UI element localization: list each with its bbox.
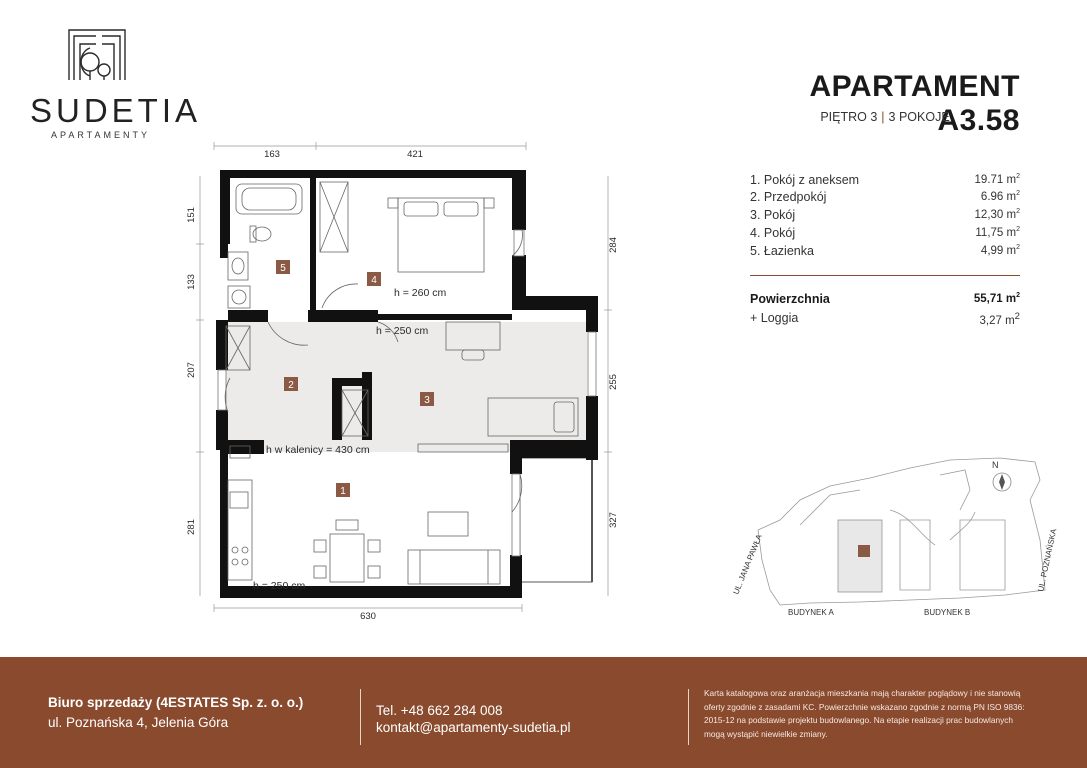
- room-row: 5. Łazienka 4,99 $m^2$: [750, 244, 1020, 258]
- total-label: Powierzchnia: [750, 292, 830, 306]
- room-label: 3. Pokój: [750, 208, 796, 222]
- room-number: 5: [280, 263, 286, 274]
- office-address: ul. Poznańska 4, Jelenia Góra: [48, 715, 229, 730]
- office-title: Biuro sprzedaży (4ESTATES Sp. z. o. o.): [48, 695, 304, 710]
- dimension-label: 133: [186, 274, 197, 290]
- brand-name: SUDETIA: [30, 92, 202, 129]
- footer-divider: [360, 689, 361, 745]
- room-label: 4. Pokój: [750, 226, 796, 240]
- room-number: 2: [288, 380, 294, 391]
- room-area: 11,75 m: [975, 226, 1017, 239]
- dimension-label: 421: [407, 149, 423, 160]
- room-row: 4. Pokój 11,75 $m^2$: [750, 226, 1020, 240]
- room-number: 1: [340, 486, 346, 497]
- building-a-label: BUDYNEK A: [788, 608, 834, 617]
- sudetia-logo-icon: [66, 28, 128, 82]
- height-label-room3: h = 250 cm: [376, 325, 429, 337]
- dimension-label: 151: [186, 207, 197, 223]
- total-area: 55,71 m: [973, 292, 1017, 305]
- room-area: 12,30 m: [974, 208, 1017, 221]
- street-label-right: UL. POZNAŃSKA: [1036, 527, 1059, 593]
- room-label: 5. Łazienka: [750, 244, 814, 258]
- dimension-label: 327: [608, 512, 619, 528]
- room-row: 1. Pokój z aneksem 19.71 $m^2$: [750, 173, 1020, 187]
- dimension-label: 284: [608, 237, 619, 253]
- dimension-label: 207: [186, 362, 197, 378]
- email-link[interactable]: kontakt@apartamenty-sudetia.pl: [376, 720, 571, 735]
- room-number: 4: [371, 275, 377, 286]
- room-area: 6.96 m: [980, 190, 1017, 203]
- apartment-title: APARTAMENT A3.58: [809, 70, 1020, 137]
- room-number: 3: [424, 395, 430, 406]
- footer: [0, 657, 1087, 768]
- loggia-label: + Loggia: [750, 311, 799, 325]
- building-b-label: BUDYNEK B: [924, 608, 971, 617]
- disclaimer-text: Karta katalogowa oraz aranżacja mieszkania mają charakter poglądowy i nie stanowią oferty zgodnie z zasadami KC. Powierzchnie wskazano zgodnie z normą PN ISO 9836: 2015-12 na podstawie projektu budowlanego. Na etapie realizacji prac budowlanych mogą wystąpić niewielkie zmiany.: [704, 688, 1025, 739]
- height-label-kalenica: h w kalenicy = 430 cm: [266, 444, 370, 456]
- room-label: 1. Pokój z aneksem: [750, 173, 860, 187]
- height-label-room1: h = 250 cm: [253, 580, 306, 592]
- site-map: [725, 450, 1059, 625]
- dimension-label: 163: [264, 149, 280, 160]
- footer-divider: [688, 689, 689, 745]
- table-divider: [750, 275, 1020, 276]
- loggia-area: 3,27 m: [979, 314, 1015, 327]
- phone-link[interactable]: Tel. +48 662 284 008: [376, 703, 503, 718]
- room-row: 3. Pokój 12,30 $m^2$: [750, 208, 1020, 222]
- total-area-row: Powierzchnia 55,71 $m^2$: [750, 292, 1020, 306]
- north-label: N: [992, 460, 999, 470]
- room-row: 2. Przedpokój 6.96 $m^2$: [750, 190, 1020, 204]
- apartment-location-marker: [858, 545, 870, 557]
- rooms-count: 3 POKOJE: [888, 110, 950, 124]
- floor-info: PIĘTRO 3 | 3 POKOJE: [820, 110, 950, 124]
- floor-plan: [180, 135, 620, 625]
- room-area: 4,99 m: [980, 244, 1017, 257]
- dimension-label: 630: [360, 611, 376, 622]
- brand-subtitle: APARTAMENTY: [51, 130, 151, 140]
- height-label-room4: h = 260 cm: [394, 287, 447, 299]
- dimension-label: 255: [608, 374, 619, 390]
- loggia-row: + Loggia 3,27 $m^2$: [750, 311, 1020, 327]
- dimension-label: 281: [186, 519, 197, 535]
- room-area: 19.71 m: [974, 173, 1017, 186]
- floor-label: PIĘTRO 3: [820, 110, 878, 124]
- room-label: 2. Przedpokój: [750, 190, 827, 204]
- street-label-left: UL. JANA PAWŁA: [731, 533, 764, 596]
